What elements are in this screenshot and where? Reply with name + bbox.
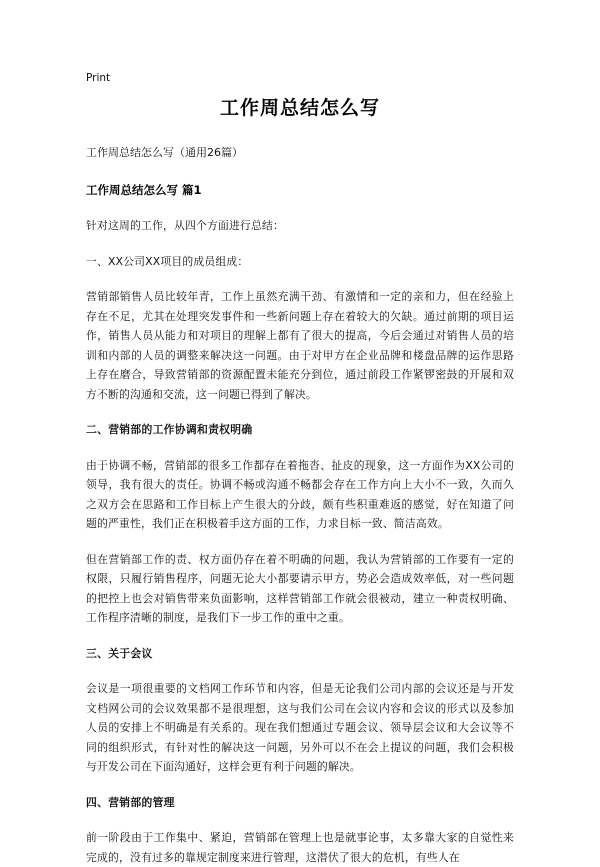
- paragraph: 由于协调不畅，营销部的很多工作都存在着拖沓、扯皮的现象，这一方面作为XX公司的领导，我有很大的责任。协调不畅或沟通不畅都会存在工作方向上大小不一致，久而久之双方会在思路和工作目标上产生很大的分歧，颇有些积重难返的感觉，好在知道了问题的严重性，我们正在积极着手这方面的工作，力求目标一致、简洁高效。: [86, 458, 514, 530]
- document-content: [86, 94, 514, 867]
- paragraph: 前一阶段由于工作集中、紧迫，营销部在管理上也是就事论事，太多靠大家的自觉性来完成的，没有过多的靠规定制度来进行管理，这潜伏了很大的危机，有些人在: [86, 831, 514, 864]
- section-heading: 工作周总结怎么写 篇1: [86, 183, 202, 197]
- paragraph: 针对这周的工作，从四个方面进行总结：: [86, 219, 284, 232]
- page-title: 工作周总结怎么写: [219, 97, 380, 119]
- paragraph-heading: 四、营销部的管理: [86, 795, 175, 809]
- print-label[interactable]: Print: [86, 72, 111, 84]
- paragraph-heading: 二、营销部的工作协调和责权明确: [86, 423, 253, 436]
- paragraph: 但在营销部工作的责、权方面仍存在着不明确的问题，我认为营销部的工作要有一定的权限，只履行销售程序，问题无论大小都要请示甲方，势必会造成效率低，对一些问题的把控上也会对销售带来负面影响，这样营销部工作就会很被动，建立一种责权明确、工作程序清晰的制度，是我们下一步工作的重中之重。: [86, 552, 514, 624]
- paragraph-heading: 三、关于会议: [86, 646, 153, 660]
- document-subtitle: 工作周总结怎么写（通用26篇）: [86, 146, 243, 159]
- paragraph: 会议是一项很重要的文档网工作环节和内容，但是无论我们公司内部的会议还是与开发文档网公司的会议效果都不是很理想，这与我们公司在会议内容和会议的形式以及参加人员的安排上不明确是有关系的。现在我们想通过专题会议、领导层会议和大会议等不同的组织形式，有针对性的解决这一问题，另外可以不在会上提议的问题，我们会积极与开发公司在下面沟通好，这样会更有利于问题的解决。: [86, 682, 514, 773]
- paragraph: 一、XX公司XX项目的成员组成：: [86, 254, 249, 268]
- paragraph: 营销部销售人员比较年青，工作上虽然充满干劲、有激情和一定的亲和力，但在经验上存在不足，尤其在处理突发事件和一些新问题上存在着较大的欠缺。通过前期的项目运作，销售人员从能力和对项目的理解上都有了很大的提高，今后会通过对销售人员的培训和内部的人员的调整来解决这一问题。由于对甲方在企业品牌和楼盘品牌的运作思路上存在磨合，导致营销部的资源配置未能充分到位，通过前段工作紧锣密鼓的开展和双方不断的沟通和交流，这一问题已得到了解决。: [86, 290, 514, 401]
